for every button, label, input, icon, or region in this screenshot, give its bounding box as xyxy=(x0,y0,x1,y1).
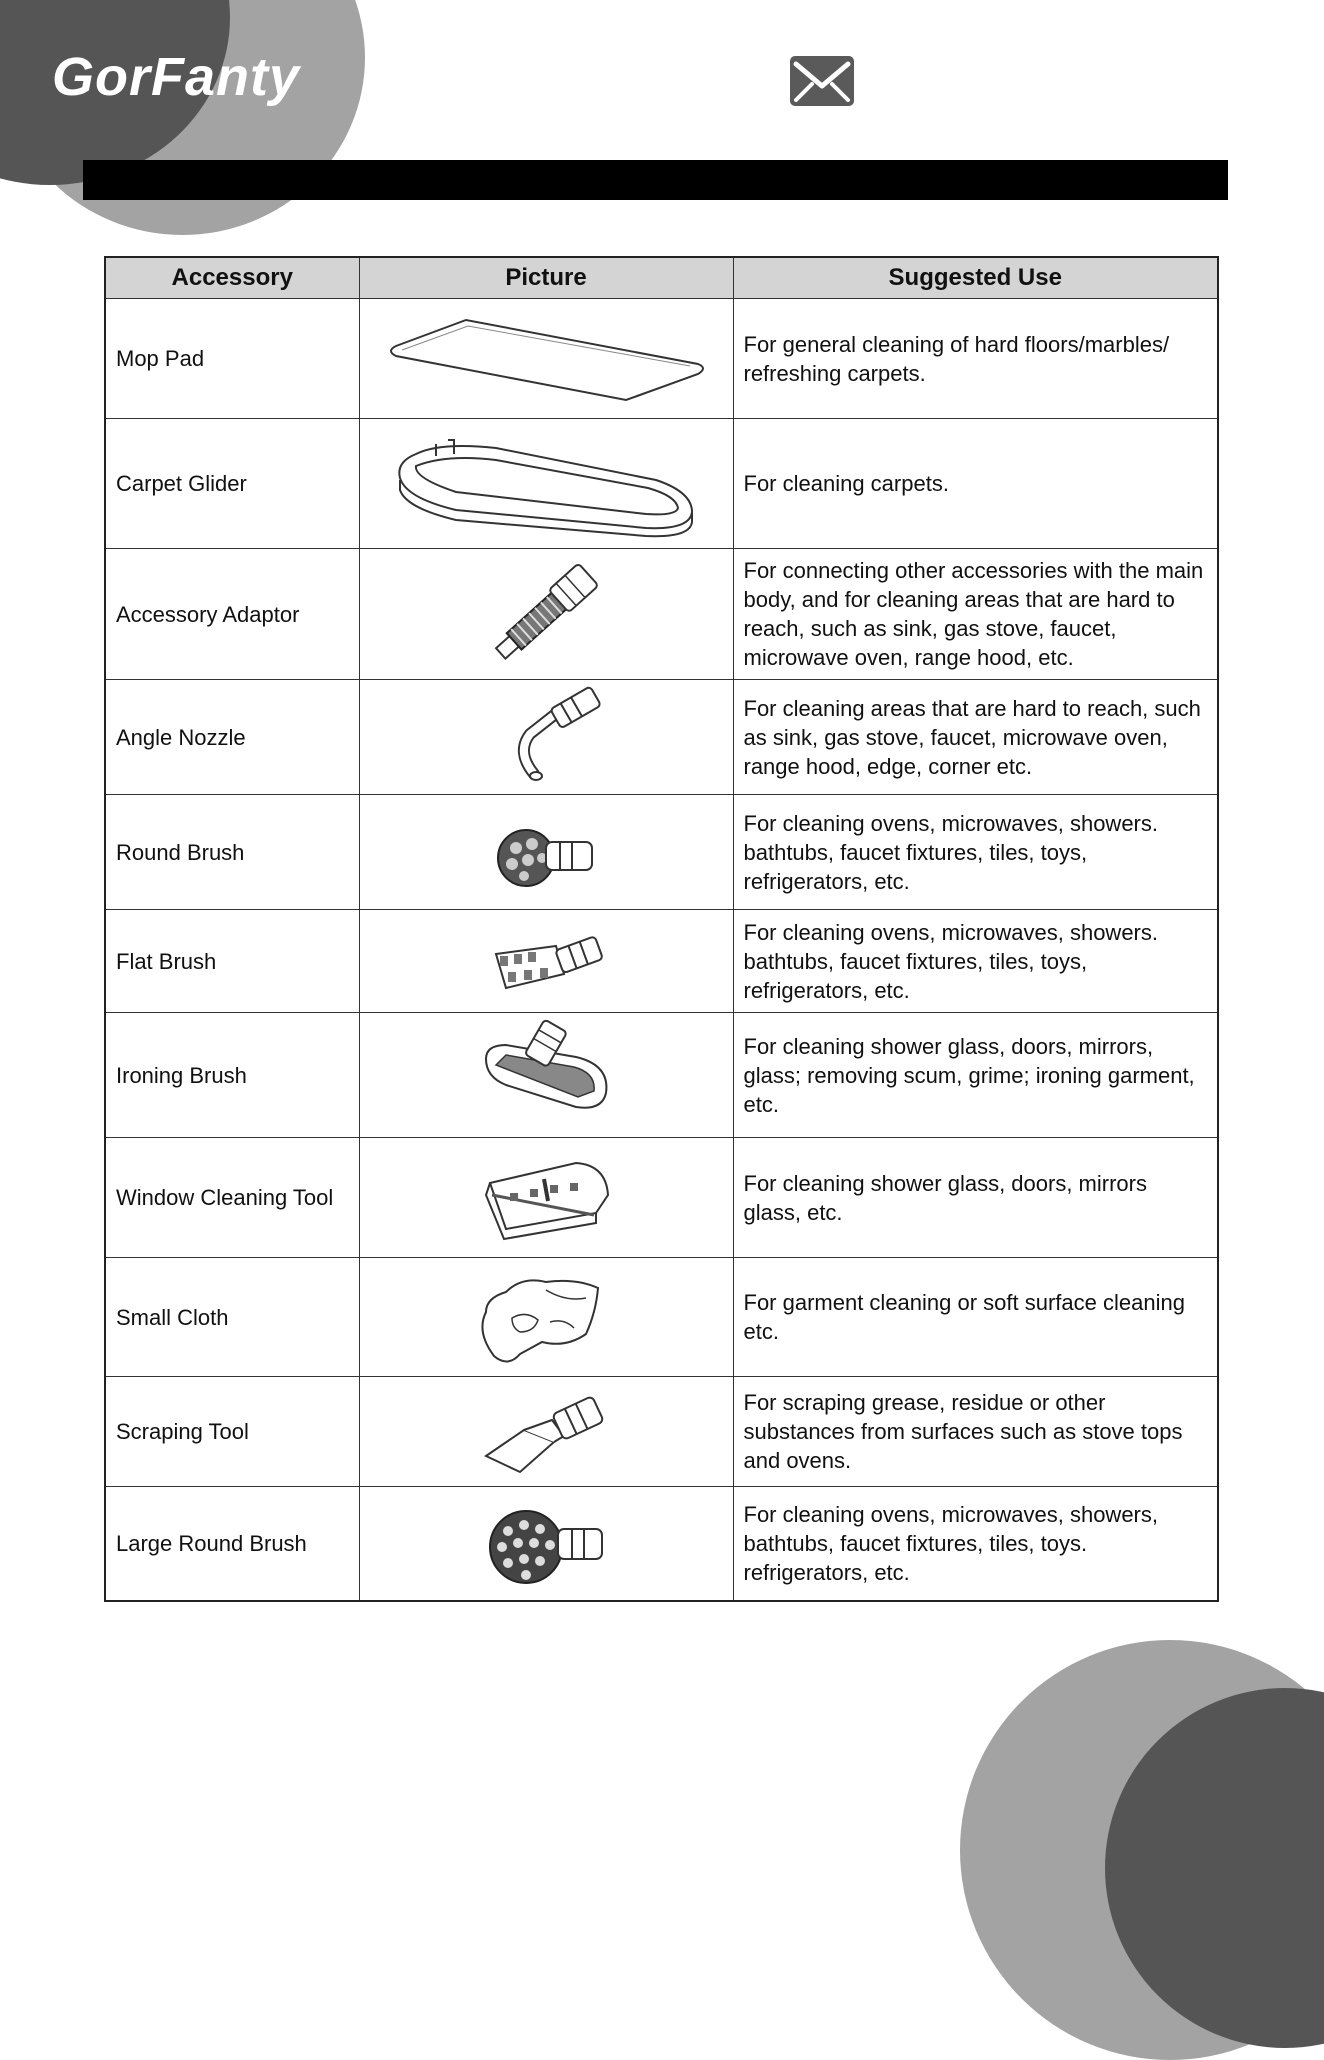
table-row xyxy=(105,299,1218,419)
suggested-use: For cleaning carpets. xyxy=(733,419,1218,549)
accessory-name: Scraping Tool xyxy=(105,1377,359,1487)
brand-logo: GorFanty xyxy=(52,47,301,107)
table-row xyxy=(105,910,1218,1013)
table-header-row xyxy=(105,257,1218,299)
accessory-name: Accessory Adaptor xyxy=(105,549,359,680)
suggested-use: For cleaning areas that are hard to reach, such as sink, gas stove, faucet, microwave oven, range hood, edge, corner etc. xyxy=(733,680,1218,795)
table-row xyxy=(105,680,1218,795)
table-row xyxy=(105,1377,1218,1487)
column-header-suggested-use: Suggested Use xyxy=(733,257,1218,299)
accessory-name: Large Round Brush xyxy=(105,1487,359,1601)
ironing-brush-icon xyxy=(359,1013,733,1138)
carpet-glider-icon xyxy=(359,419,733,549)
accessory-adaptor-icon xyxy=(359,549,733,680)
table-row xyxy=(105,1013,1218,1138)
table-row xyxy=(105,419,1218,549)
angle-nozzle-icon xyxy=(359,680,733,795)
flat-brush-icon xyxy=(359,910,733,1013)
accessory-name: Small Cloth xyxy=(105,1258,359,1377)
round-brush-icon xyxy=(359,795,733,910)
mop-pad-icon xyxy=(359,299,733,419)
table-row xyxy=(105,795,1218,910)
suggested-use: For cleaning shower glass, doors, mirrors, glass; removing scum, grime; ironing garment, etc. xyxy=(733,1013,1218,1138)
accessory-name: Carpet Glider xyxy=(105,419,359,549)
accessory-table xyxy=(104,256,1219,1602)
column-header-accessory: Accessory xyxy=(105,257,359,299)
table-row xyxy=(105,1138,1218,1258)
scraping-tool-icon xyxy=(359,1377,733,1487)
accessory-name: Ironing Brush xyxy=(105,1013,359,1138)
suggested-use: For cleaning ovens, microwaves, showers, bathtubs, faucet fixtures, tiles, toys. refrigerators, etc. xyxy=(733,1487,1218,1601)
accessory-name: Mop Pad xyxy=(105,299,359,419)
suggested-use: For connecting other accessories with the main body, and for cleaning areas that are hard to reach, such as sink, gas stove, faucet, microwave oven, range hood, etc. xyxy=(733,549,1218,680)
window-cleaning-tool-icon xyxy=(359,1138,733,1258)
accessory-name: Angle Nozzle xyxy=(105,680,359,795)
small-cloth-icon xyxy=(359,1258,733,1377)
table-row xyxy=(105,1258,1218,1377)
suggested-use: For cleaning ovens, microwaves, showers. bathtubs, faucet fixtures, tiles, toys, refrigerators, etc. xyxy=(733,795,1218,910)
large-round-brush-icon xyxy=(359,1487,733,1601)
suggested-use: For garment cleaning or soft surface cleaning etc. xyxy=(733,1258,1218,1377)
column-header-picture: Picture xyxy=(359,257,733,299)
mail-icon[interactable] xyxy=(790,56,854,106)
accessory-name: Round Brush xyxy=(105,795,359,910)
suggested-use: For cleaning ovens, microwaves, showers. bathtubs, faucet fixtures, tiles, toys, refrigerators, etc. xyxy=(733,910,1218,1013)
suggested-use: For scraping grease, residue or other substances from surfaces such as stove tops and ovens. xyxy=(733,1377,1218,1487)
header-bar xyxy=(83,160,1228,200)
table-row xyxy=(105,549,1218,680)
suggested-use: For cleaning shower glass, doors, mirrors glass, etc. xyxy=(733,1138,1218,1258)
accessory-name: Flat Brush xyxy=(105,910,359,1013)
accessory-name: Window Cleaning Tool xyxy=(105,1138,359,1258)
suggested-use: For general cleaning of hard floors/marbles/ refreshing carpets. xyxy=(733,299,1218,419)
table-row xyxy=(105,1487,1218,1601)
